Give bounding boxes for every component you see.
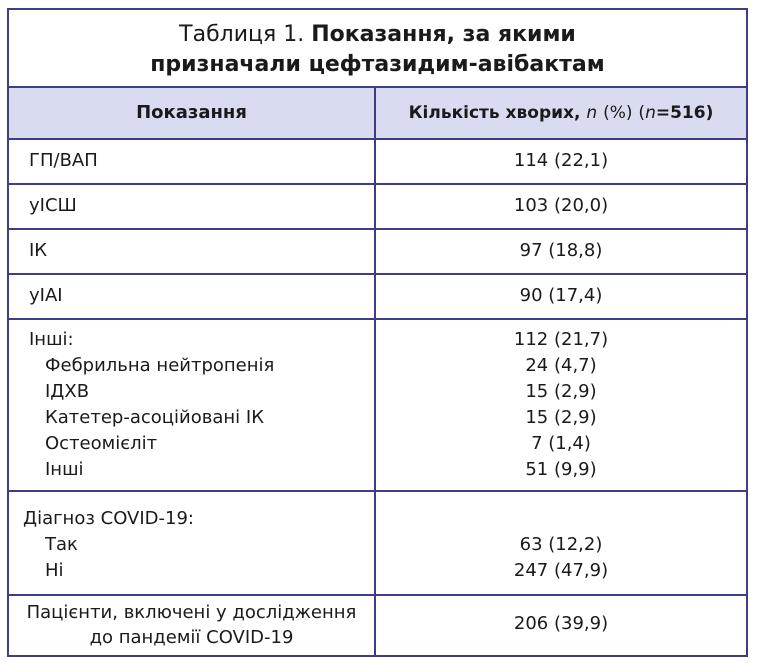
caption-title-line-2: призначали цефтазидим-авібактам bbox=[150, 52, 605, 77]
header-col2-pct: (%) bbox=[603, 103, 633, 123]
row-value: 103 (20,0) bbox=[513, 195, 609, 216]
covid-label: Діагноз COVID-19: bbox=[23, 508, 194, 529]
others-item-value: 7 (1,4) bbox=[531, 433, 591, 454]
table-header bbox=[9, 88, 746, 140]
header-col2-total-open: ( bbox=[638, 103, 646, 123]
caption-title-line-1: Показання, за якими bbox=[311, 22, 576, 47]
others-item-label: Інші bbox=[45, 459, 84, 480]
others-item-value: 24 (4,7) bbox=[525, 355, 597, 376]
row-label-cell bbox=[9, 492, 376, 594]
others-item-value: 15 (2,9) bbox=[525, 381, 597, 402]
covid-item-value: 63 (12,2) bbox=[519, 534, 603, 555]
others-item-value: 51 (9,9) bbox=[525, 459, 597, 480]
row-value-cell bbox=[376, 230, 746, 273]
table-row bbox=[9, 185, 746, 230]
row-label: ІК bbox=[29, 240, 48, 261]
table-row-others bbox=[9, 320, 746, 492]
row-label: ГП/ВАП bbox=[29, 150, 98, 171]
row-label-cell bbox=[9, 185, 376, 228]
row-label-cell bbox=[9, 140, 376, 183]
covid-item-label: Ні bbox=[45, 560, 64, 581]
others-label: Інші: bbox=[29, 329, 74, 350]
row-value: 97 (18,8) bbox=[519, 240, 603, 261]
header-patients-count bbox=[376, 88, 746, 138]
row-label-cell bbox=[9, 275, 376, 318]
table-row bbox=[9, 230, 746, 275]
others-item-label: ІДХВ bbox=[45, 381, 90, 402]
header-col2-n: n bbox=[586, 103, 598, 123]
row-label-cell bbox=[9, 230, 376, 273]
prepandemic-line-1: Пацієнти, включені у дослідження bbox=[26, 602, 357, 623]
row-value-cell bbox=[376, 320, 746, 490]
table-row-prepandemic bbox=[9, 596, 746, 655]
row-label-cell bbox=[9, 320, 376, 490]
header-col2-total-rest: =516) bbox=[655, 103, 714, 123]
caption-line-1 bbox=[9, 20, 746, 50]
others-item-value: 15 (2,9) bbox=[525, 407, 597, 428]
row-value-cell bbox=[376, 275, 746, 318]
row-label: уІАІ bbox=[29, 285, 63, 306]
others-item-label: Остеомієліт bbox=[45, 433, 158, 454]
table-frame bbox=[7, 8, 748, 657]
covid-item-label: Так bbox=[45, 534, 78, 555]
table-row bbox=[9, 275, 746, 320]
others-value: 112 (21,7) bbox=[513, 329, 609, 350]
row-label: уІСШ bbox=[29, 195, 77, 216]
others-item-label: Фебрильна нейтропенія bbox=[45, 355, 275, 376]
header-indication: Показання bbox=[9, 88, 376, 138]
caption-label: Таблиця 1. bbox=[179, 22, 305, 47]
row-value: 90 (17,4) bbox=[519, 285, 603, 306]
header-col2-total-n: n bbox=[645, 103, 656, 123]
table-row bbox=[9, 140, 746, 185]
table-row-covid bbox=[9, 492, 746, 596]
row-value-cell bbox=[376, 140, 746, 183]
header-col2-main: Кількість хворих, bbox=[408, 103, 581, 123]
row-value-cell bbox=[376, 596, 746, 655]
row-label-cell bbox=[9, 596, 376, 655]
row-value-cell bbox=[376, 492, 746, 594]
prepandemic-value: 206 (39,9) bbox=[513, 613, 609, 634]
row-value-cell bbox=[376, 185, 746, 228]
covid-item-value: 247 (47,9) bbox=[513, 560, 609, 581]
row-value: 114 (22,1) bbox=[513, 150, 609, 171]
table-caption bbox=[9, 10, 746, 88]
others-item-label: Катетер-асоційовані ІК bbox=[45, 407, 264, 428]
prepandemic-line-2: до пандемії COVID-19 bbox=[89, 627, 294, 648]
